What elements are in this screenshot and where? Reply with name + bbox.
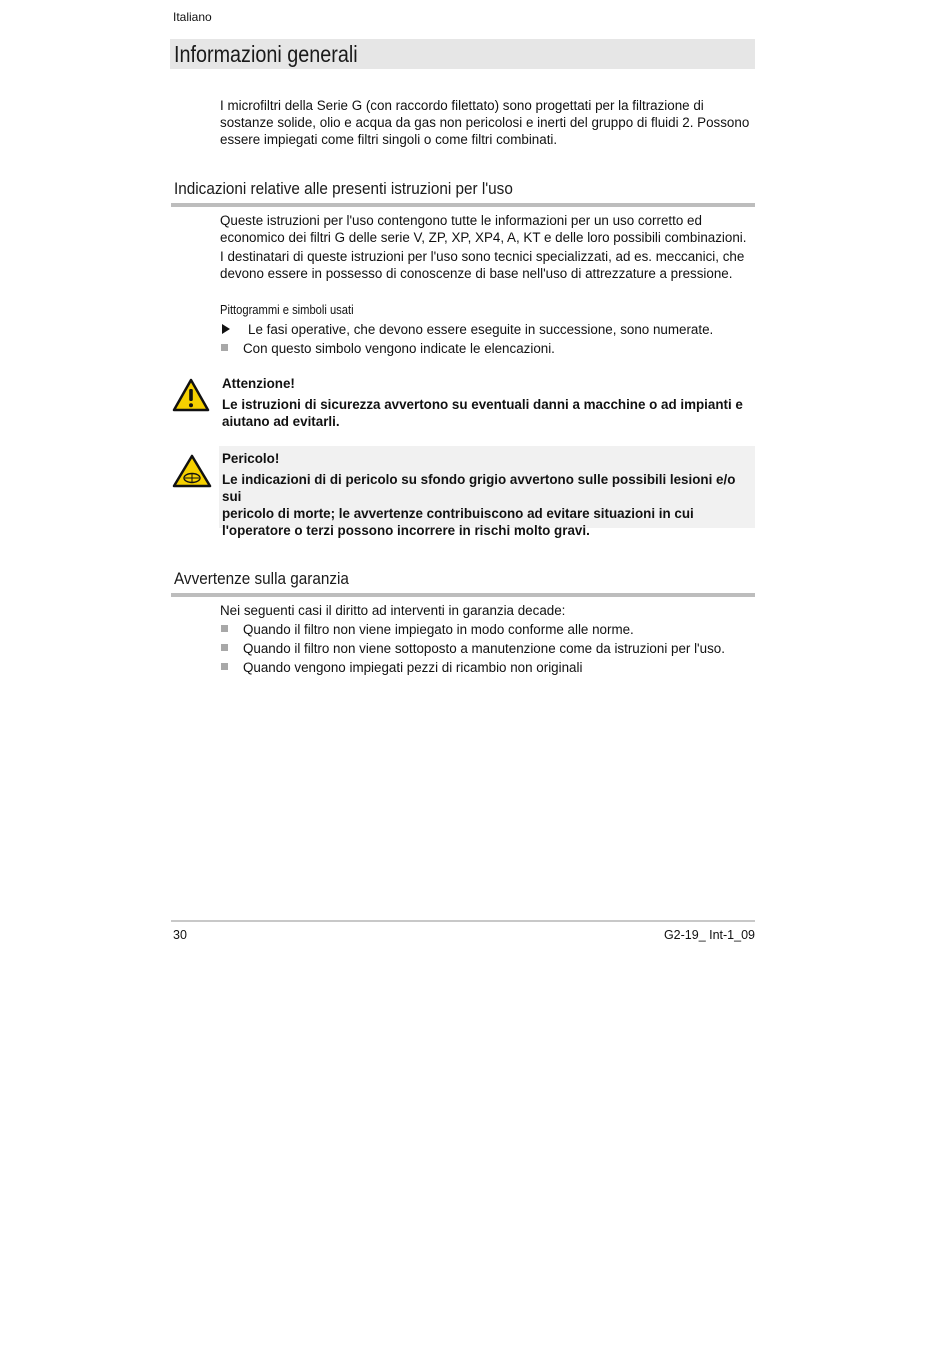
text-line: pericolo di morte; le avvertenze contribuiscono ad evitare situazioni in cui — [222, 506, 694, 521]
text-line: sostanze solide, olio e acqua da gas non pericolosi e inerti del gruppo di fluidi 2. Possono — [220, 115, 750, 130]
general-paragraph — [220, 97, 755, 148]
attention-text — [222, 396, 752, 430]
symbols-subheading: Pittogrammi e simboli usati — [220, 302, 354, 317]
header-language: Italiano — [173, 10, 212, 24]
list-bullet-icon — [221, 344, 228, 351]
text-line: essere impiegati come filtri singoli o come filtri combinati. — [220, 132, 558, 147]
list-item: Quando il filtro non viene sottoposto a manutenzione come da istruzioni per l'uso. — [243, 641, 725, 656]
attention-note — [222, 375, 752, 430]
footer-rule — [171, 920, 755, 922]
danger-note — [222, 450, 754, 539]
list-item-text: Con questo simbolo vengono indicate le elencazioni. — [243, 341, 555, 356]
text-line: devono essere in possesso di conoscenze di base nell'uso di attrezzature a pressione. — [220, 266, 733, 281]
list-bullet-icon — [221, 625, 228, 632]
text-line: Queste istruzioni per l'uso contengono tutte le informazioni per un uso corretto ed — [220, 213, 702, 228]
section-rule — [171, 593, 755, 597]
text-line: economico dei filtri G delle serie V, ZP, XP, XP4, A, KT e delle loro possibili combinazioni. — [220, 230, 747, 245]
instructions-paragraph-1 — [220, 212, 755, 246]
step-item-text: Le fasi operative, che devono essere eseguite in successione, sono numerate. — [248, 322, 714, 337]
step-arrow-icon — [222, 324, 230, 334]
text-line: Le indicazioni di di pericolo su sfondo grigio avvertono sulle possibili lesioni e/o sui — [222, 472, 736, 504]
warning-triangle-icon — [172, 378, 210, 412]
attention-title: Attenzione! — [222, 376, 295, 391]
danger-title: Pericolo! — [222, 451, 280, 466]
list-bullet-icon — [221, 644, 228, 651]
text-line: l'operatore o terzi possono incorrere in rischi molto gravi. — [222, 523, 590, 538]
section-title-warranty: Avvertenze sulla garanzia — [174, 569, 349, 588]
instructions-paragraph-2 — [220, 248, 755, 282]
warranty-intro: Nei seguenti casi il diritto ad interventi in garanzia decade: — [220, 603, 566, 618]
text-line: I destinatari di queste istruzioni per l'uso sono tecnici specializzati, ad es. meccanici, che — [220, 249, 745, 264]
text-line: Le istruzioni di sicurezza avvertono su eventuali danni a macchine o ad impianti e — [222, 397, 743, 412]
list-bullet-icon — [221, 663, 228, 670]
section-title-general: Informazioni generali — [174, 41, 358, 67]
section-title-instructions: Indicazioni relative alle presenti istruzioni per l'uso — [174, 179, 513, 198]
document-code: G2-19_ Int-1_09 — [663, 928, 755, 942]
danger-text — [222, 471, 754, 539]
page-number: 30 — [173, 928, 187, 942]
list-item: Quando il filtro non viene impiegato in modo conforme alle norme. — [243, 622, 634, 637]
list-item: Quando vengono impiegati pezzi di ricambio non originali — [243, 660, 583, 675]
text-line: aiutano ad evitarli. — [222, 414, 340, 429]
text-line: I microfiltri della Serie G (con raccordo filettato) sono progettati per la filtrazione di — [220, 98, 704, 113]
pressure-hazard-triangle-icon — [172, 454, 212, 488]
section-rule — [171, 203, 755, 207]
